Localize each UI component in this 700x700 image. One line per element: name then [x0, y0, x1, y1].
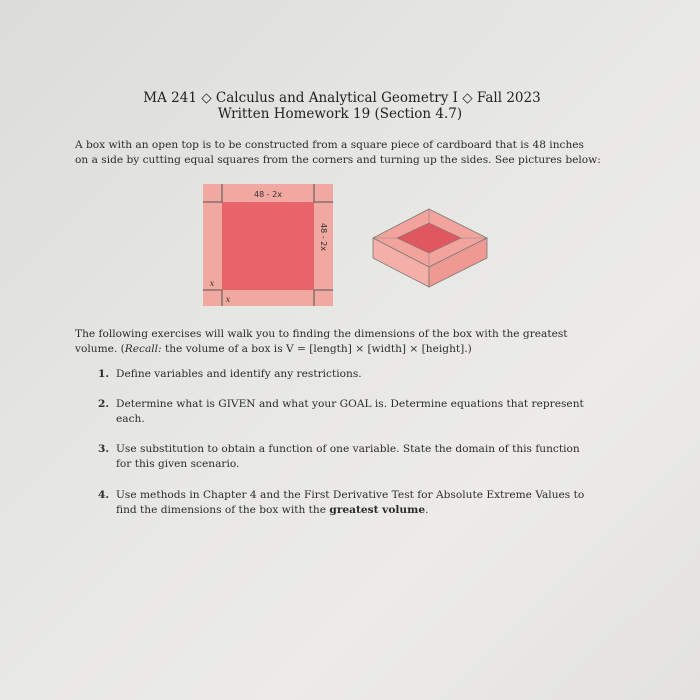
top-dimension-label: 48 - 2x: [254, 190, 282, 199]
flat-cardboard-diagram: [203, 184, 333, 306]
intro-line-2: on a side by cutting equal squares from the corners and turning up the sides. See pictures below:: [75, 154, 601, 166]
question-text: Determine what is GIVEN and what your GOAL is. Determine equations that represent each.: [116, 398, 584, 425]
question-number: 4.: [98, 489, 110, 501]
intro-line-1: A box with an open top is to be constructed from a square piece of cardboard that is 48 inches: [75, 139, 584, 151]
box-base-region: [222, 202, 314, 290]
recall-label: Recall:: [124, 343, 162, 355]
question-number: 1.: [98, 368, 110, 380]
question-text: Use methods in Chapter 4 and the First Derivative Test for Absolute Extreme Values to find the dimensions of the box with the greatest volume.: [116, 489, 585, 516]
course-title: MA 241 ◇ Calculus and Analytical Geometry I ◇ Fall 2023: [143, 90, 541, 106]
question-number: 3.: [98, 443, 110, 455]
question-text: Define variables and identify any restrictions.: [116, 368, 362, 380]
problem-intro: [75, 138, 620, 168]
instructions-line-2: volume. (Recall: the volume of a box is V = [length] × [width] × [height].): [75, 343, 472, 355]
corner-height-label: x: [209, 279, 215, 288]
instructions: [75, 327, 625, 357]
instructions-line-1: The following exercises will walk you to finding the dimensions of the box with the greatest: [75, 328, 568, 340]
question-number: 2.: [98, 398, 110, 410]
box-figure: [203, 184, 493, 309]
emphasis-greatest-volume: greatest volume: [329, 504, 426, 516]
question-text: Use substitution to obtain a function of one variable. State the domain of this function for this given scenario.: [116, 443, 580, 470]
corner-width-label: x: [225, 295, 231, 304]
homework-title: Written Homework 19 (Section 4.7): [217, 106, 463, 122]
side-dimension-label: 48 - 2x: [319, 223, 328, 251]
open-box-diagram: [373, 209, 487, 287]
